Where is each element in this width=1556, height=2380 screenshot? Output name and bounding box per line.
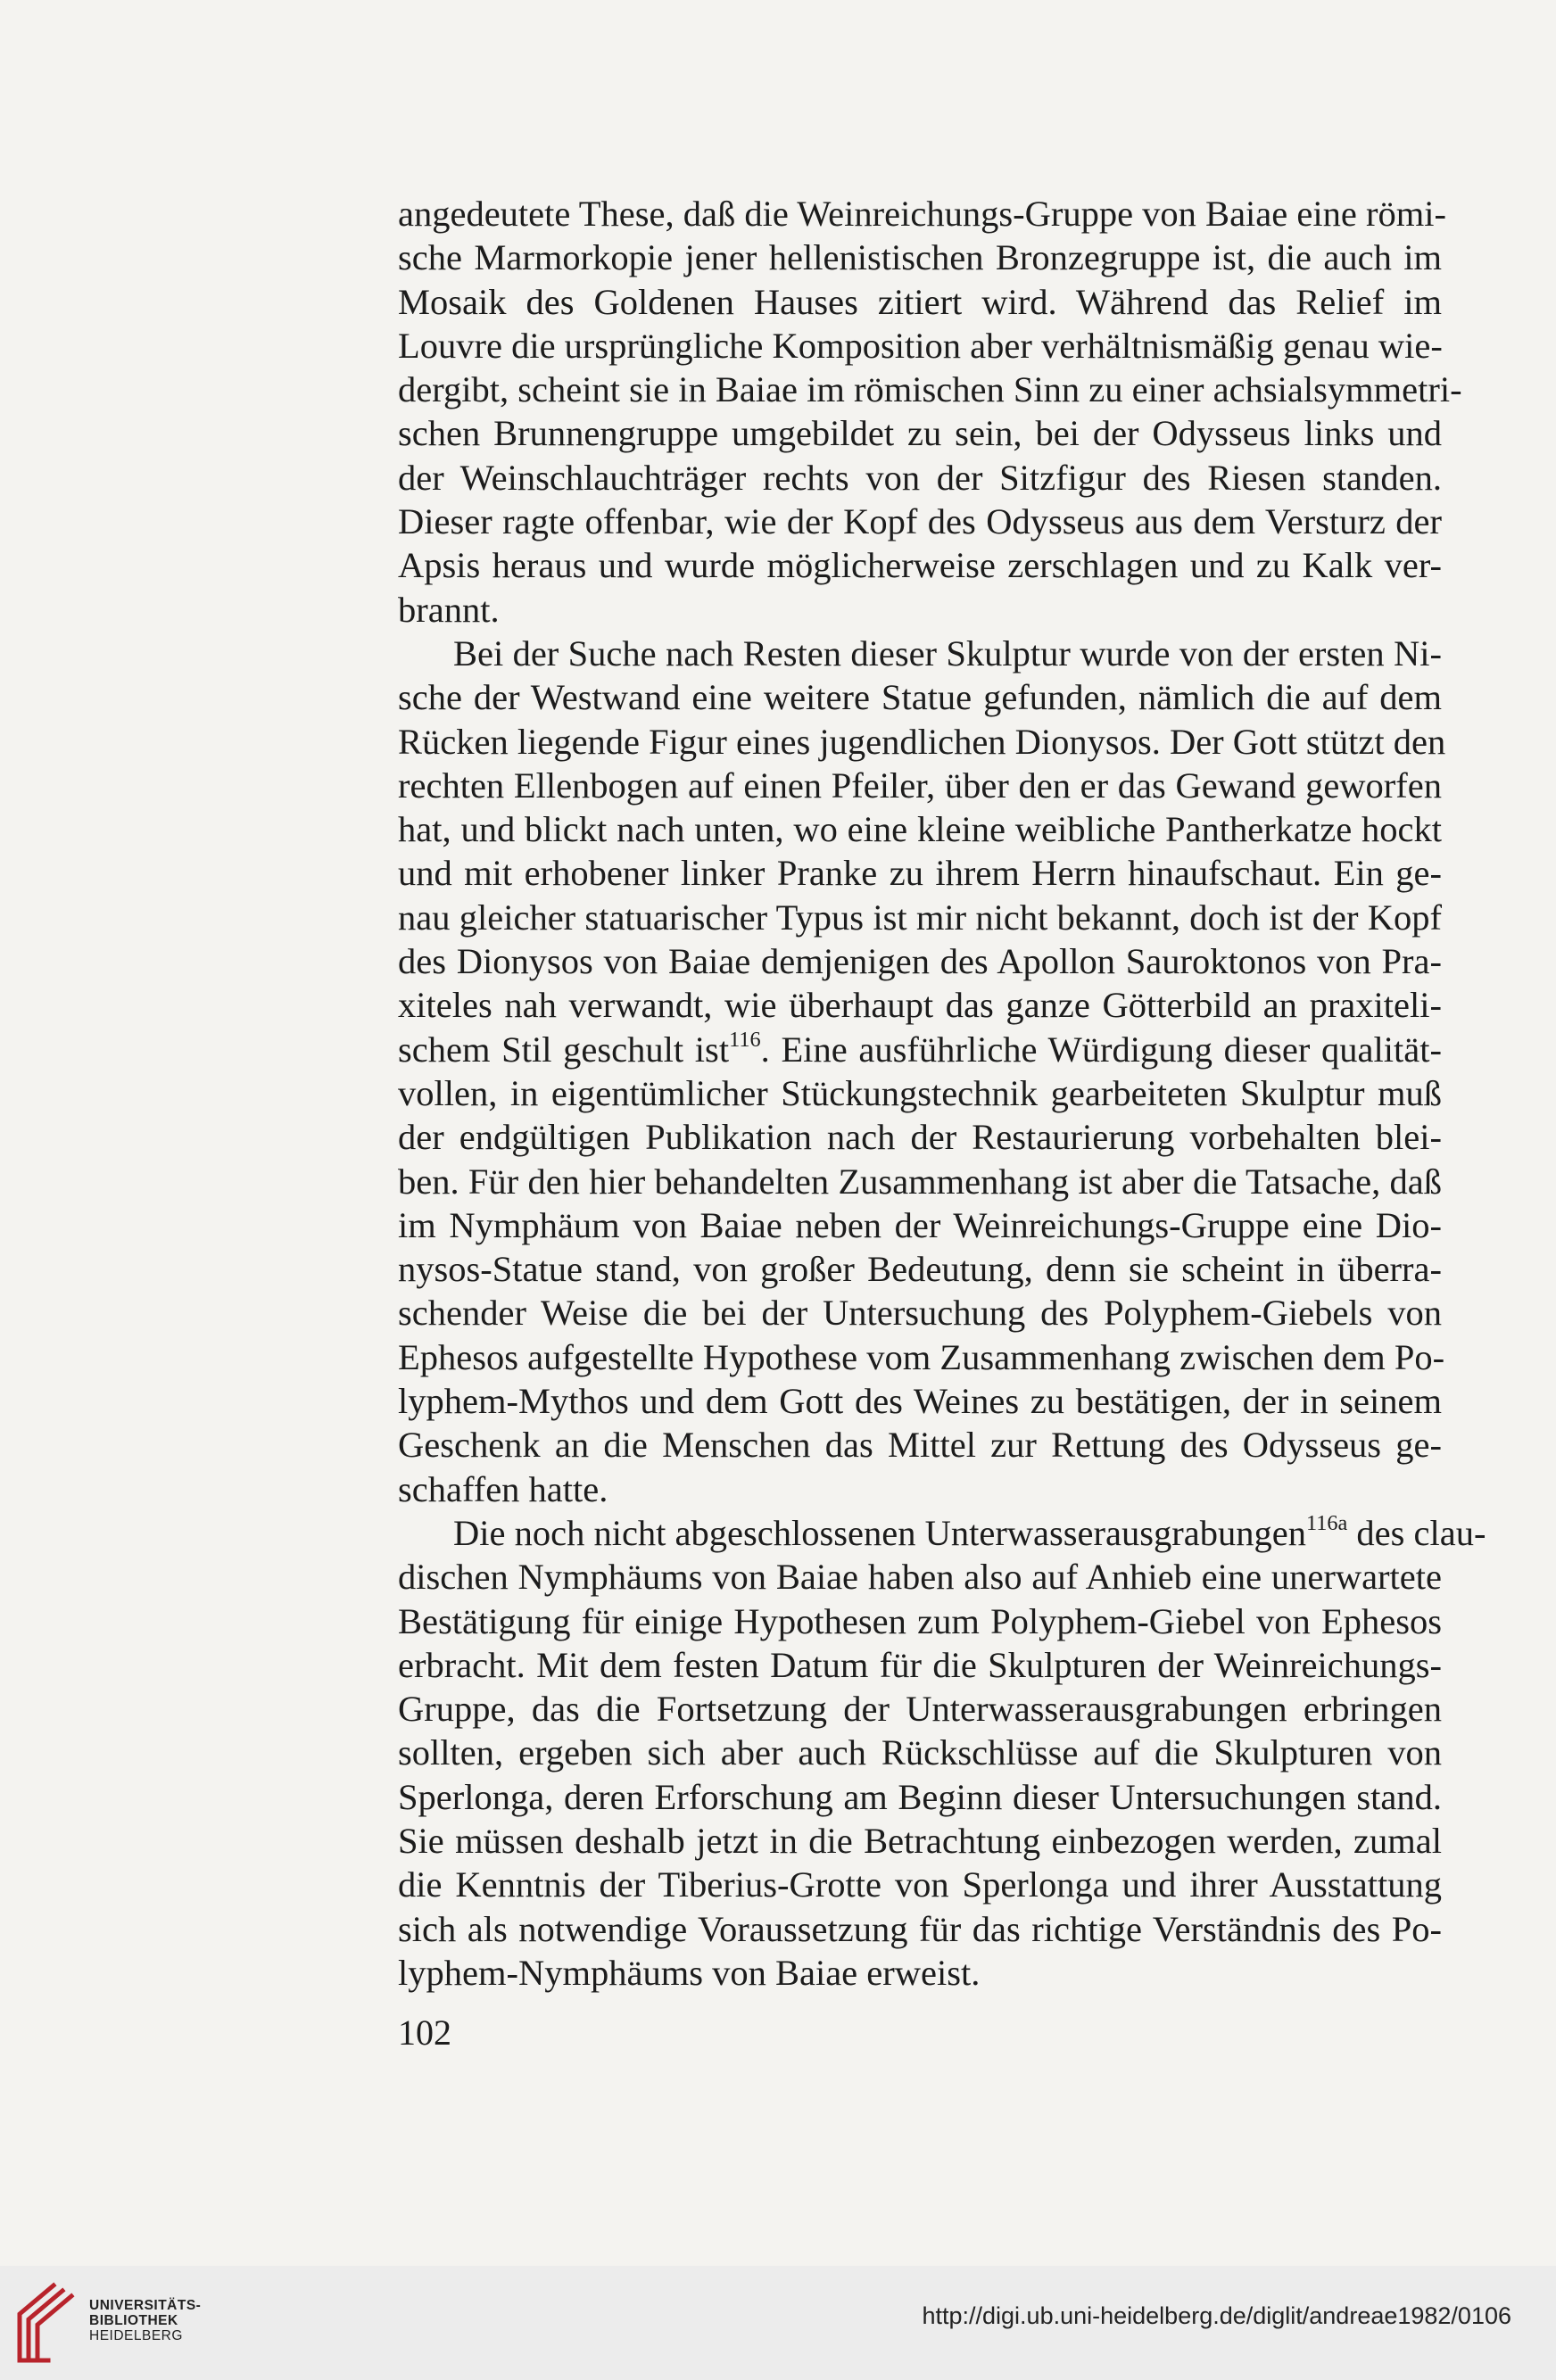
library-name [89,2298,201,2343]
text-line: brannt. [398,589,500,630]
text-line: ben. Für den hier behandelten Zusammenhang ist aber die Tatsache, daß [398,1161,1442,1202]
body-text [398,192,1486,1995]
text-line: im Nymphäum von Baiae neben der Weinreichungs-Gruppe eine Dio- [398,1204,1442,1245]
text-line: erbracht. Mit dem festen Datum für die Skulpturen der Weinreichungs- [398,1644,1442,1685]
ub-heidelberg-logo-icon [12,2278,79,2368]
text-line: Sie müssen deshalb jetzt in die Betrachtung einbezogen werden, zumal [398,1820,1442,1861]
text-line: schender Weise die bei der Untersuchung des Polyphem-Giebels von [398,1293,1442,1334]
text-line: Geschenk an die Menschen das Mittel zur Rettung des Odysseus ge- [398,1425,1442,1466]
text-line: des Dionysos von Baiae demjenigen des Apollon Sauroktonos von Pra- [398,941,1442,982]
text-line: die Kenntnis der Tiberius-Grotte von Sperlonga und ihrer Ausstattung [398,1864,1442,1905]
text-line: sich als notwendige Voraussetzung für das richtige Verständnis des Po- [398,1908,1442,1949]
text-line: schen Brunnengruppe umgebildet zu sein, bei der Odysseus links und [398,413,1442,454]
library-name-line1: UNIVERSITÄTS- [89,2298,202,2313]
page-number: 102 [398,2012,451,2053]
text-line: Apsis heraus und wurde möglicherweise zerschlagen und zu Kalk ver- [398,545,1442,586]
text-line: Gruppe, das die Fortsetzung der Unterwasserausgrabungen erbringen [398,1689,1442,1730]
text-line: sche der Westwand eine weitere Statue gefunden, nämlich die auf dem [398,677,1442,718]
text-line: lyphem-Mythos und dem Gott des Weines zu bestätigen, der in seinem [398,1381,1442,1422]
source-url-link[interactable]: http://digi.ub.uni-heidelberg.de/diglit/andreae1982/0106 [922,2302,1511,2329]
text-line: dergibt, scheint sie in Baiae im römischen Sinn zu einer achsialsymmetri- [398,369,1462,410]
text-line: sollten, ergeben sich aber auch Rückschlüsse auf die Skulpturen von [398,1732,1442,1773]
text-line: Mosaik des Goldenen Hauses zitiert wird. Während das Relief im [398,281,1442,322]
text-line: rechten Ellenbogen auf einen Pfeiler, über den er das Gewand geworfen [398,764,1442,806]
paragraph [398,1510,1486,1995]
text-line: Sperlonga, deren Erforschung am Beginn dieser Untersuchungen stand. [398,1776,1442,1817]
text-line: Bei der Suche nach Resten dieser Skulptur wurde von der ersten Ni- [453,632,1442,674]
text-line: Ephesos aufgestellte Hypothese vom Zusammenhang zwischen dem Po- [398,1336,1445,1377]
paragraph [398,632,1446,1511]
library-name-line3: HEIDELBERG [89,2328,183,2343]
text-line: der endgültigen Publikation nach der Restaurierung vorbehalten blei- [398,1117,1442,1158]
text-line: Bestätigung für einige Hypothesen zum Polyphem-Giebel von Ephesos [398,1600,1442,1641]
text-line: Rücken liegende Figur eines jugendlichen Dionysos. Der Gott stützt den [398,721,1446,762]
text-line: nau gleicher statuarischer Typus ist mir nicht bekannt, doch ist der Kopf [398,897,1442,938]
text-line: sche Marmorkopie jener hellenistischen Bronzegruppe ist, die auch im [398,237,1442,278]
footnote-marker: 116 [729,1027,761,1052]
library-name-line2: BIBLIOTHEK [89,2313,178,2328]
text-line: schaffen hatte. [398,1468,608,1509]
footer-bar [0,2266,1556,2380]
text-line: Louvre die ursprüngliche Komposition aber verhältnismäßig genau wie- [398,325,1443,366]
text-line: dischen Nymphäums von Baiae haben also auf Anhieb eine unerwartete [398,1557,1442,1598]
footnote-marker: 116a [1305,1510,1348,1535]
text-line: angedeutete These, daß die Weinreichungs-Gruppe von Baiae eine römi- [398,194,1446,234]
text-line: und mit erhobener linker Pranke zu ihrem Herrn hinaufschaut. Ein ge- [398,853,1442,894]
text-line: der Weinschlauchträger rechts von der Sitzfigur des Riesen standen. [398,457,1442,498]
text-line: Die noch nicht abgeschlossenen Unterwasserausgrabungen$^{116a}$ des clau- [453,1510,1486,1553]
text-line: lyphem-Nymphäums von Baiae erweist. [398,1952,981,1993]
text-line: hat, und blickt nach unten, wo eine kleine weibliche Pantherkatze hockt [398,809,1442,850]
text-line: vollen, in eigentümlicher Stückungstechnik gearbeiteten Skulptur muß [398,1072,1442,1113]
text-line: Dieser ragte offenbar, wie der Kopf des Odysseus aus dem Versturz der [398,501,1442,542]
text-line: xiteles nah verwandt, wie überhaupt das ganze Götterbild an praxiteli- [398,985,1442,1026]
text-line: schem Stil geschult ist$^{116}$. Eine ausführliche Würdigung dieser qualität- [398,1027,1443,1070]
text-line: nysos-Statue stand, von großer Bedeutung, denn sie scheint in überra- [398,1249,1442,1290]
paragraph [398,192,1462,632]
